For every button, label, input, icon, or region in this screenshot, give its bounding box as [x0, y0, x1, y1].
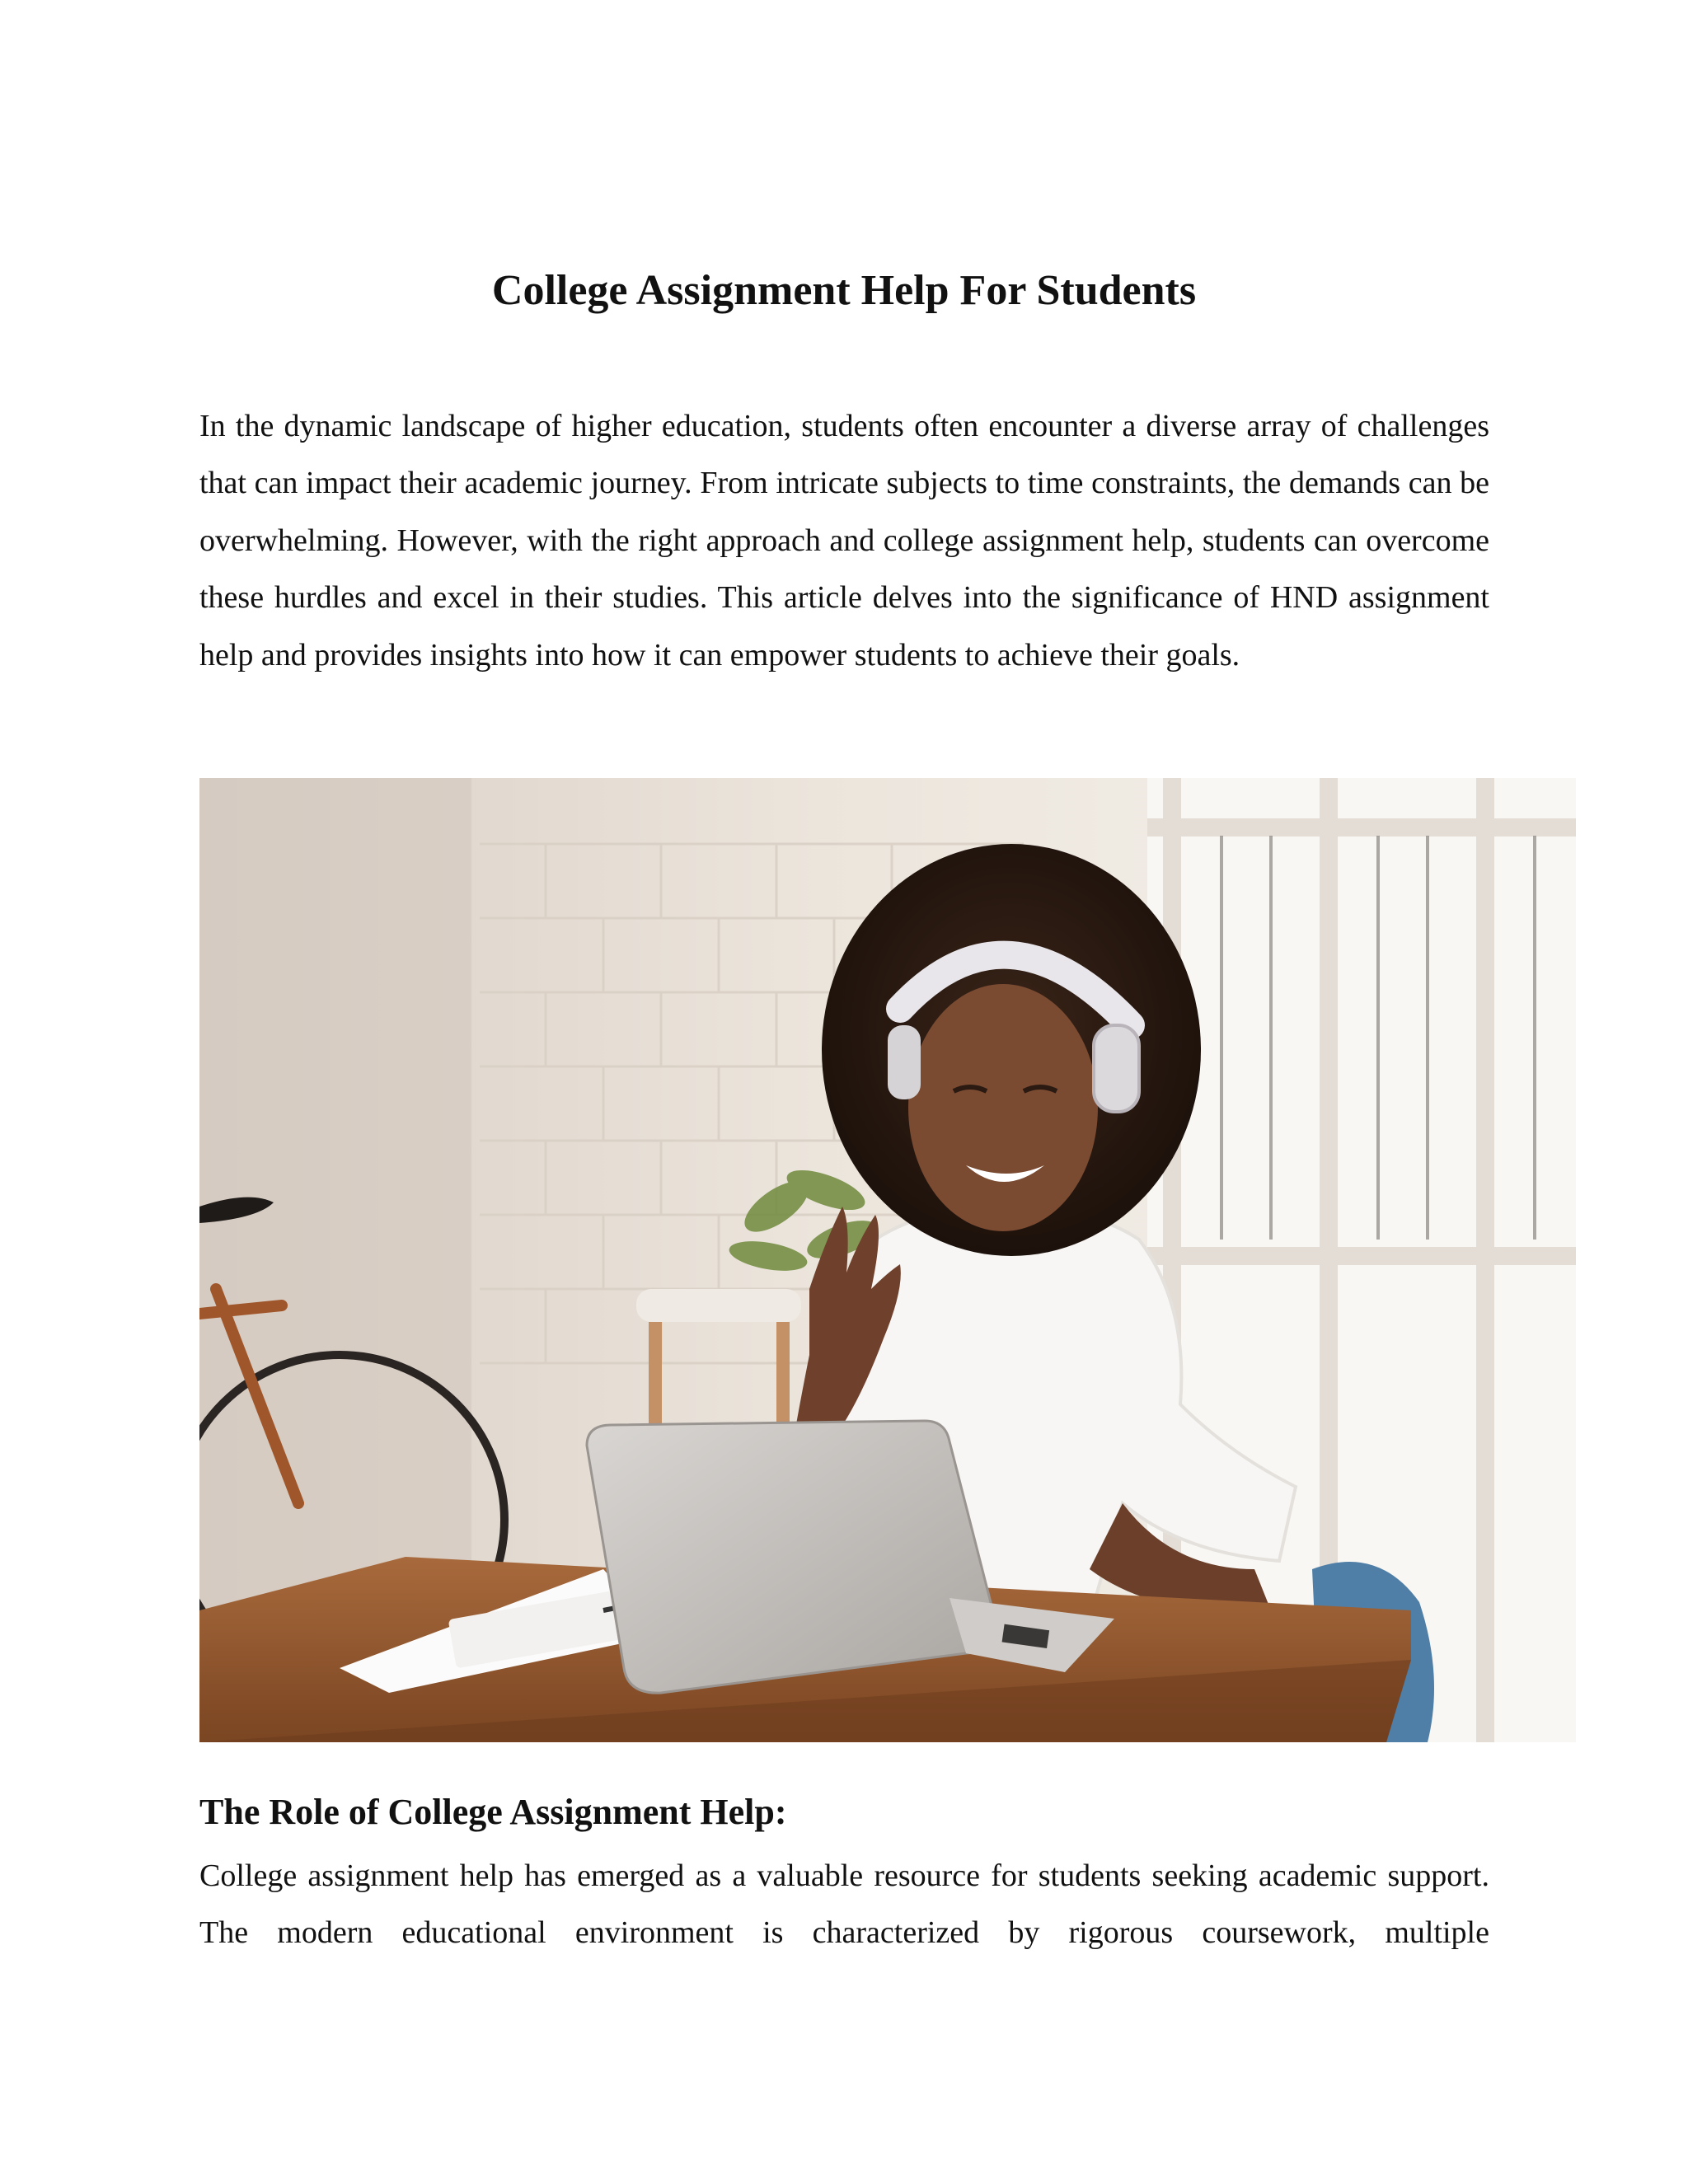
page-title: College Assignment Help For Students	[491, 267, 1197, 314]
intro-paragraph: In the dynamic landscape of higher education, students often encounter a diverse array of challenges that can impact their academic journey. From intricate subjects to time constraints, the demands can be overwhelming. However, with the right approach and college assignment help, students can overcome these hurdles and excel in their studies. This article delves into the significance of HND assignment help and provides insights into how it can empower students to achieve their goals.	[199, 409, 1489, 673]
student-laptop-photo	[199, 778, 1576, 1742]
section-heading: The Role of College Assignment Help:	[199, 1792, 787, 1832]
section-paragraph: College assignment help has emerged as a valuable resource for students seeking academic support. The modern educational environment is characterized by rigorous coursework, multiple	[199, 1858, 1489, 1951]
